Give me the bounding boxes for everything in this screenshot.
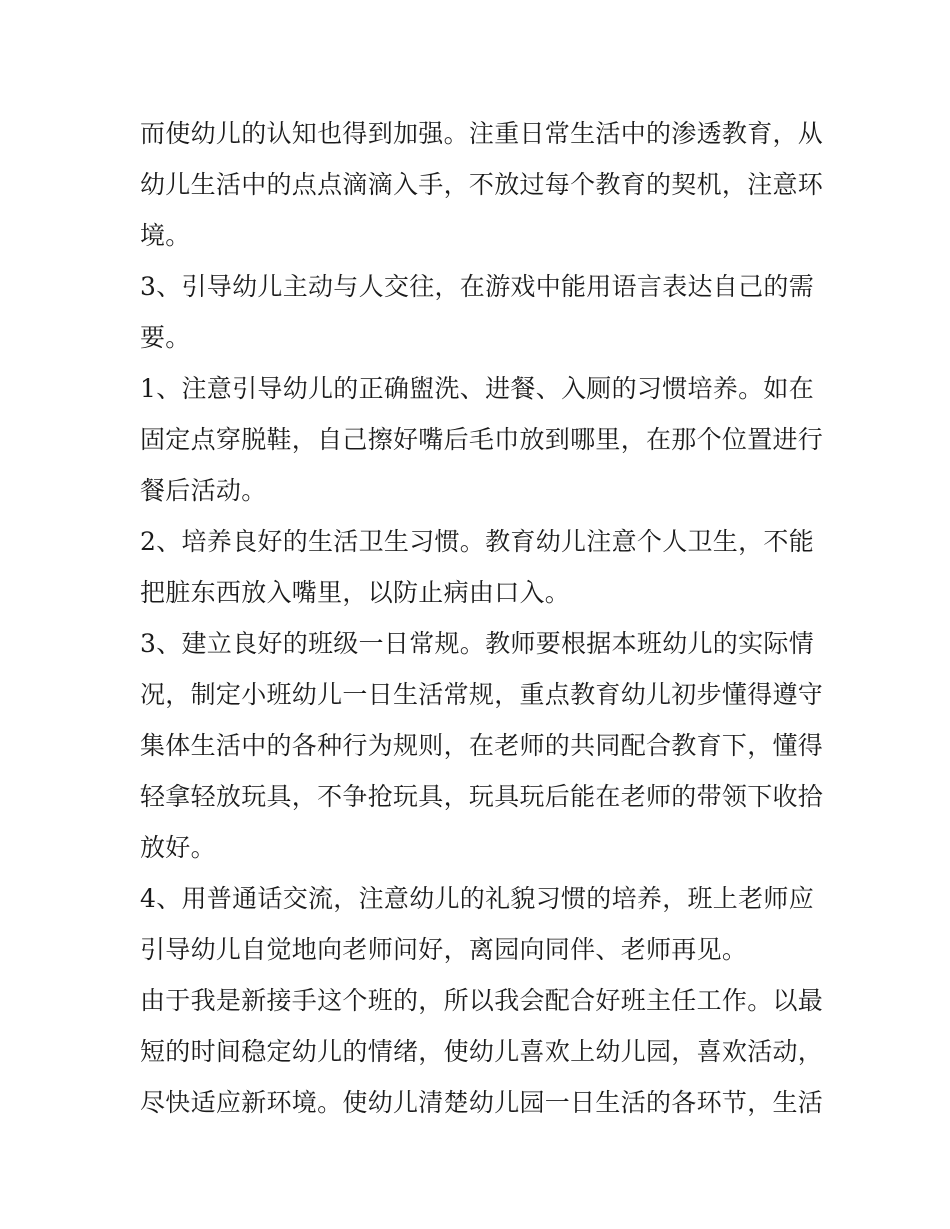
text-line: 1、注意引导幼儿的正确盥洗、进餐、入厕的习惯培养。如在 (140, 374, 815, 403)
text-line: 固定点穿脱鞋，自己擦好嘴后毛巾放到哪里，在那个位置进行 (140, 425, 824, 454)
text-line: 2、培养良好的生活卫生习惯。教育幼儿注意个人卫生，不能 (140, 527, 815, 556)
text-line: 把脏东西放入嘴里，以防止病由口入。 (140, 578, 571, 607)
text-line: 幼儿生活中的点点滴滴入手，不放过每个教育的契机，注意环 (140, 170, 824, 199)
text-line: 由于我是新接手这个班的，所以我会配合好班主任工作。以最 (140, 986, 824, 1015)
text-line: 要。 (140, 323, 191, 352)
text-line: 集体生活中的各种行为规则，在老师的共同配合教育下，懂得 (140, 731, 824, 760)
body-text (140, 108, 824, 1128)
text-line: 而使幼儿的认知也得到加强。注重日常生活中的渗透教育，从 (140, 119, 824, 148)
text-line: 餐后活动。 (140, 476, 267, 505)
text-line: 况，制定小班幼儿一日生活常规，重点教育幼儿初步懂得遵守 (140, 680, 824, 709)
text-line: 短的时间稳定幼儿的情绪，使幼儿喜欢上幼儿园，喜欢活动， (140, 1037, 824, 1066)
text-line: 3、建立良好的班级一日常规。教师要根据本班幼儿的实际情 (140, 629, 815, 658)
text-line: 尽快适应新环境。使幼儿清楚幼儿园一日生活的各环节，生活 (140, 1088, 824, 1117)
text-line: 轻拿轻放玩具，不争抢玩具，玩具玩后能在老师的带领下收拾 (140, 782, 824, 811)
text-line: 4、用普通话交流，注意幼儿的礼貌习惯的培养，班上老师应 (140, 884, 815, 913)
text-line: 3、引导幼儿主动与人交往，在游戏中能用语言表达自己的需 (140, 272, 815, 301)
text-line: 引导幼儿自觉地向老师问好，离园向同伴、老师再见。 (140, 935, 748, 964)
text-line: 境。 (140, 221, 191, 250)
text-line: 放好。 (140, 833, 216, 862)
